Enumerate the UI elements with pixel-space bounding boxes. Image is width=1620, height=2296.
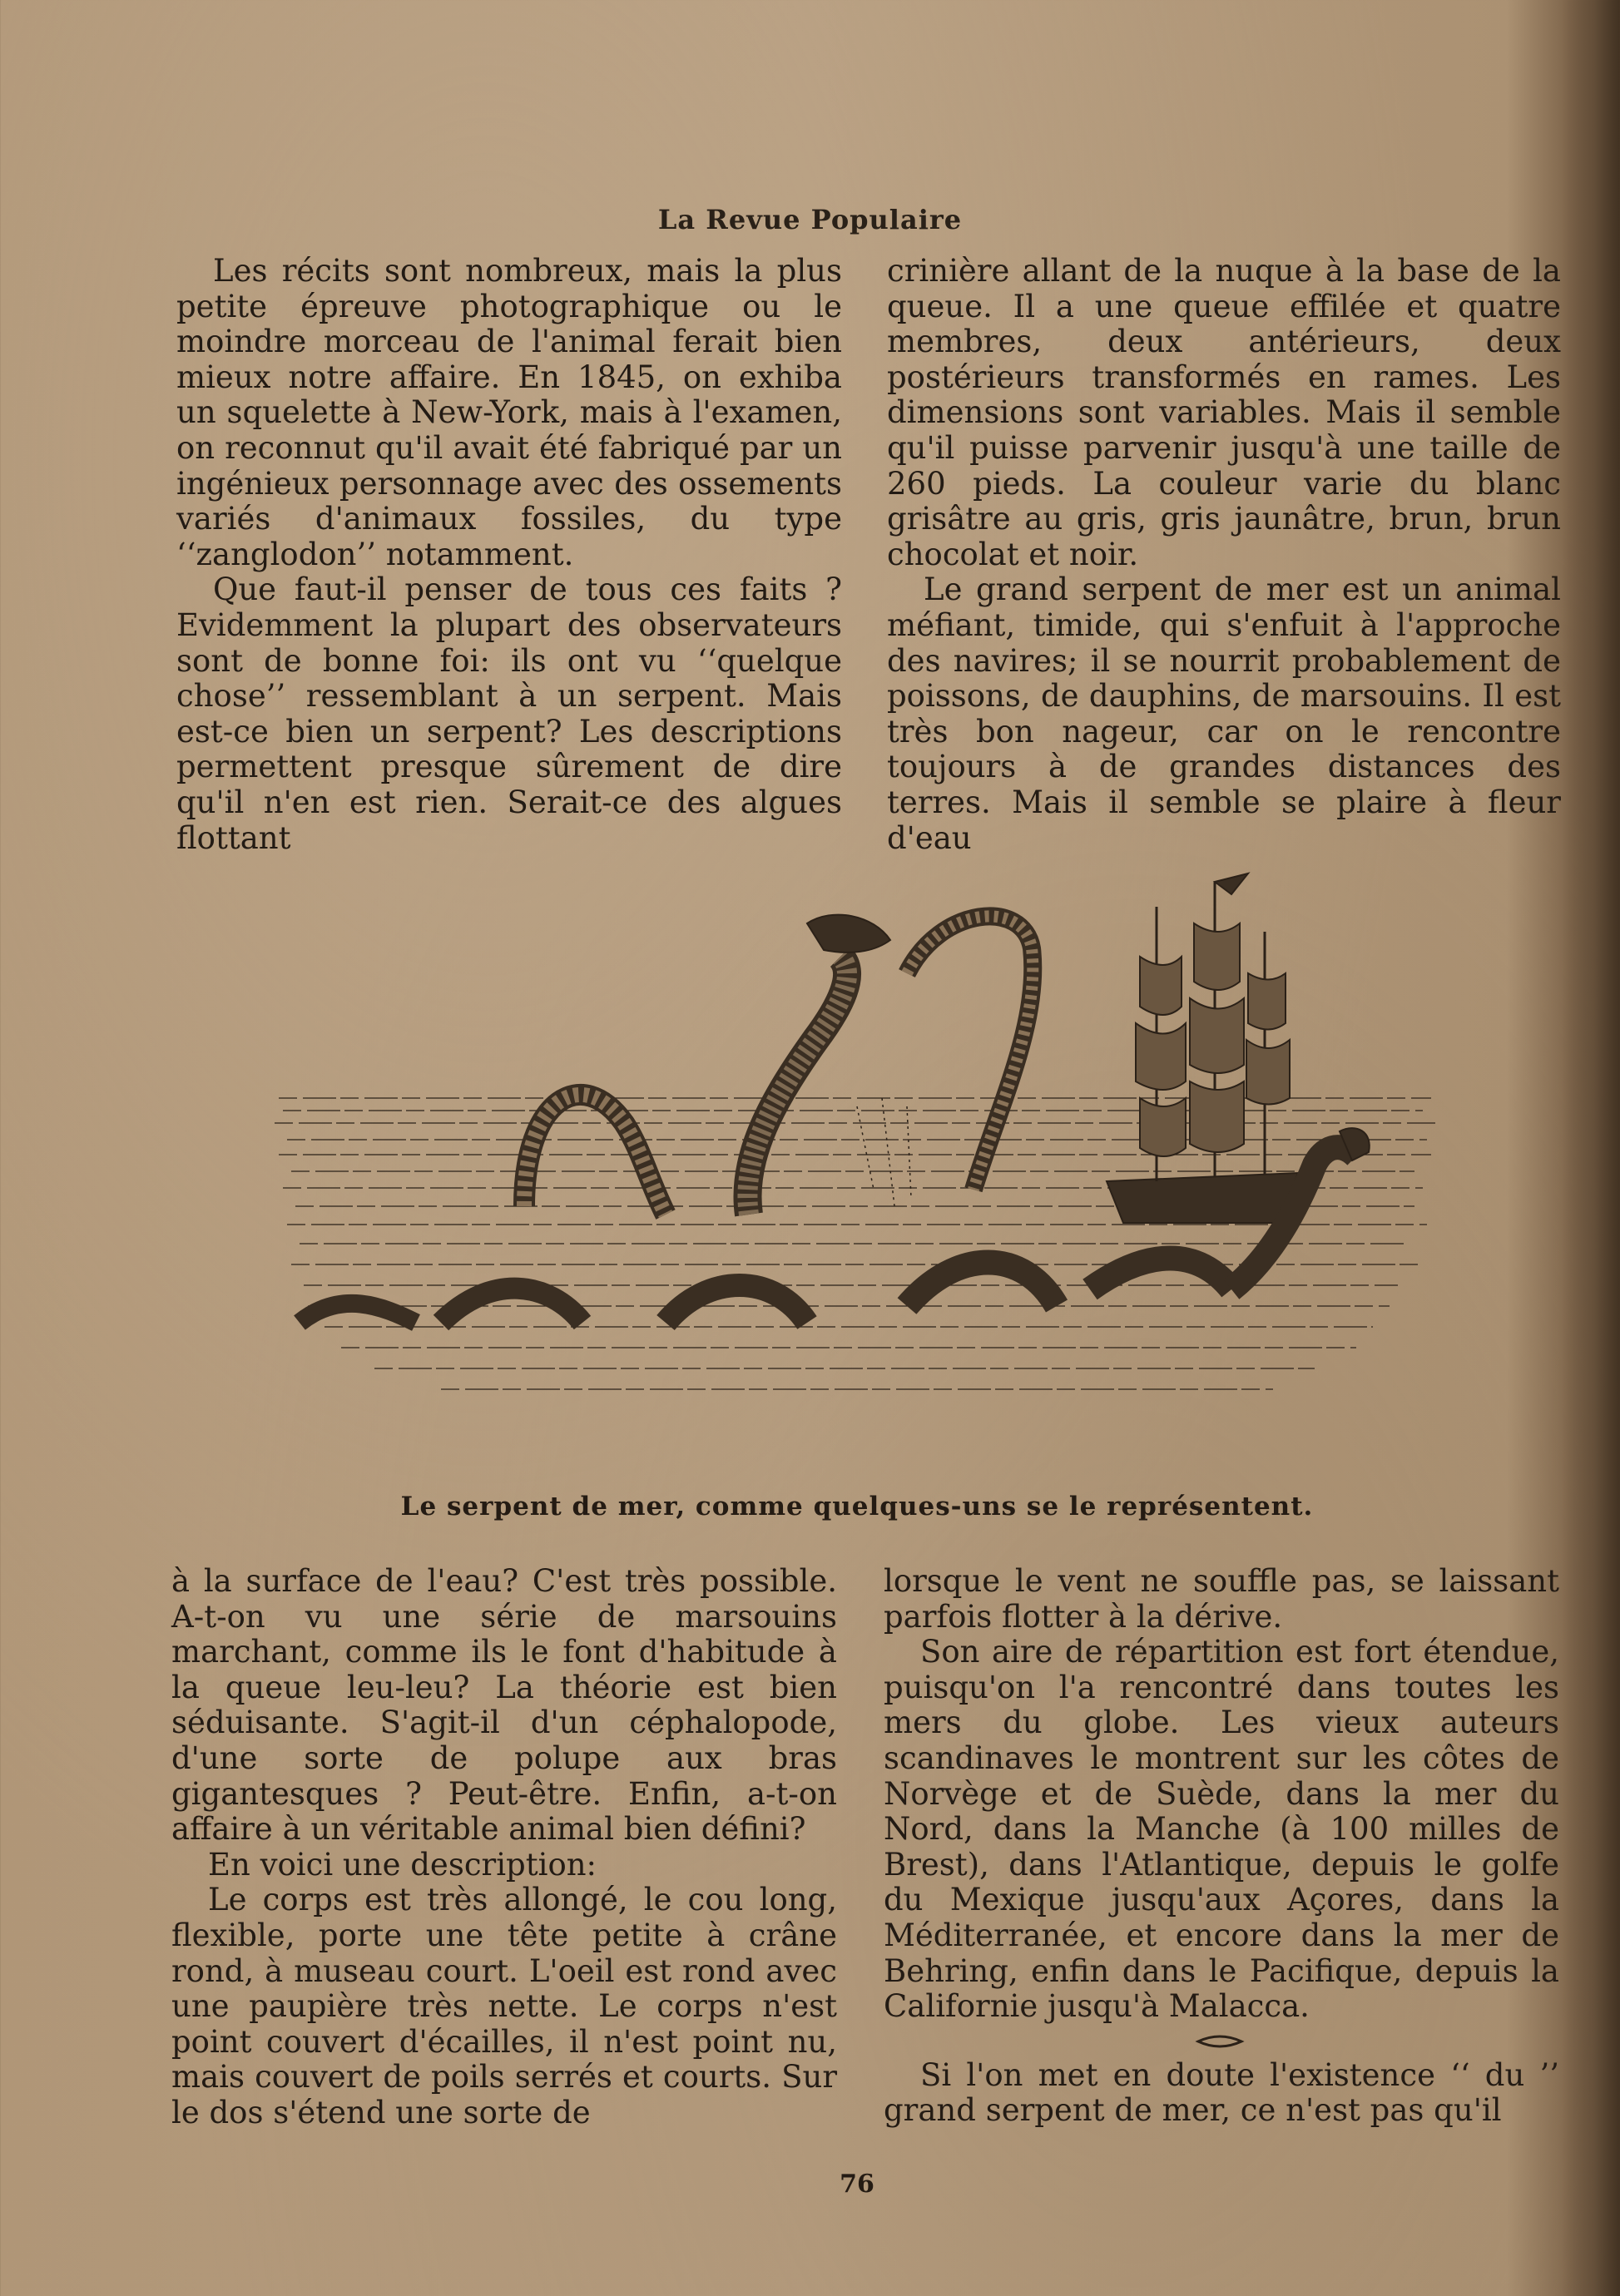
column-top-left	[176, 254, 842, 856]
paragraph: Le grand serpent de mer est un animal méfiant, timide, qui s'enfuit à l'approche des navires; il se nourrit probablement de poissons, de dauphins, de marsouins. Il est très bon nageur, car on le rencontre toujours à de grandes distances des terres. Mais il semble se plaire à fleur d'eau	[887, 572, 1561, 856]
page-spine-shadow	[1562, 0, 1620, 2296]
paragraph: Que faut-il penser de tous ces faits ? Evidemment la plupart des observateurs sont de bonne foi: ils ont vu ‘‘quelque chose’’ ressemblant à un serpent. Mais est-ce bien un serpent? Les descriptions permettent presque sûrement de dire qu'il n'en est rien. Serait-ce des algues flottant	[176, 572, 842, 856]
paragraph: lorsque le vent ne souffle pas, se laissant parfois flotter à la dérive.	[884, 1563, 1559, 1635]
paragraph: Le corps est très allongé, le cou long, flexible, porte une tête petite à crâne rond, à museau court. L'oeil est rond avec une paupière très nette. Le corps n'est point couvert d'écailles, il n'est point nu, mais couvert de poils serrés et courts. Sur le dos s'étend une sorte de	[171, 1882, 837, 2130]
section-divider-icon	[1195, 2030, 1245, 2055]
paragraph: Si l'on met en doute l'existence ‘‘ du ’’ grand serpent de mer, ce n'est pas qu'il	[884, 2056, 1559, 2129]
paragraph: crinière allant de la nuque à la base de la queue. Il a une queue effilée et quatre membres, deux antérieurs, deux postérieurs transformés en rames. Les dimensions sont variables. Mais il semble qu'il puisse parvenir jusqu'à une taille de 260 pieds. La couleur varie du blanc grisâtre au gris, gris jaunâtre, brun, brun chocolat et noir.	[887, 253, 1561, 572]
sea-serpent-illustration	[275, 857, 1439, 1472]
running-header: La Revue Populaire	[657, 204, 963, 235]
paragraph: Les récits sont nombreux, mais la plus petite épreuve photographique ou le moindre morceau de l'animal ferait bien mieux notre affaire. En 1845, on exhiba un squelette à New-York, mais à l'examen, on reconnut qu'il avait été fabriqué par un ingénieux personnage avec des ossements variés d'animaux fossiles, du type ‘‘zanglodon’’ notamment.	[176, 253, 842, 572]
paragraph: à la surface de l'eau? C'est très possible. A-t-on vu une série de marsouins marchant, comme ils le font d'habitude à la queue leu-leu? La théorie est bien séduisante. S'agit-il d'un céphalopode, d'une sorte de polupe aux bras gigantesques ? Peut-être. Enfin, a-t-on affaire à un véritable animal bien défini?	[171, 1563, 837, 1848]
sailing-ship-icon	[1107, 873, 1298, 1223]
paragraph: Son aire de répartition est fort étendue, puisqu'on l'a rencontré dans toutes les mers du globe. Les vieux auteurs scandinaves le montrent sur les côtes de Norvège et de Suède, dans la mer du Nord, dans la Manche (à 100 milles de Brest), dans l'Atlantique, depuis le golfe du Mexique jusqu'aux Açores, dans la Méditerranée, et encore dans la mer de Behring, enfin dans le Pacifique, depuis la Californie jusqu'à Malacca.	[884, 1634, 1559, 2025]
page-number: 76	[840, 2170, 874, 2199]
column-bottom-left	[171, 1564, 837, 2131]
figure-caption: Le serpent de mer, comme quelques-uns se le représentent.	[400, 1492, 1314, 1522]
column-top-right	[887, 254, 1561, 856]
paragraph: En voici une description:	[208, 1846, 597, 1883]
